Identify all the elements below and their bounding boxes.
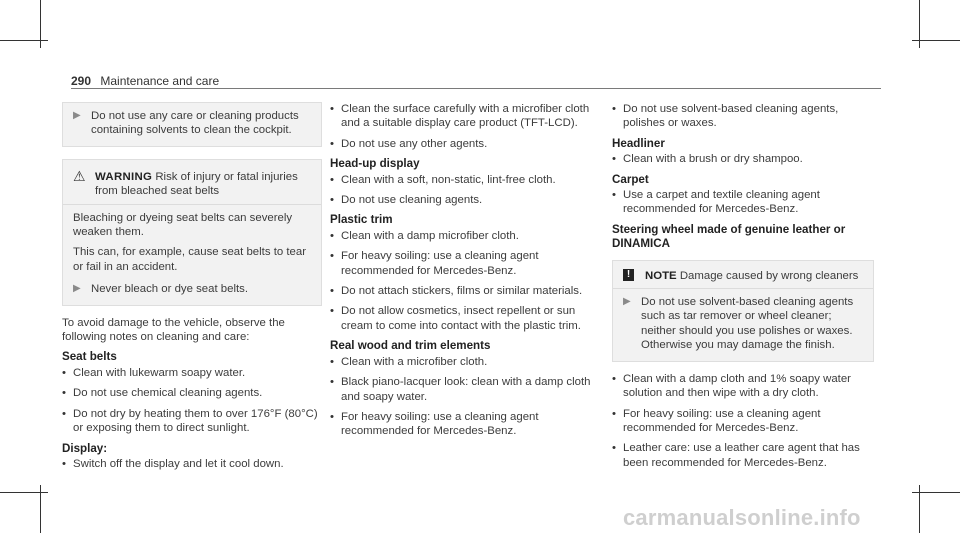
divider xyxy=(63,204,321,205)
list-item: • Black piano-lacquer look: clean with a damp cloth and soapy water. xyxy=(330,375,592,404)
list-item: • Do not allow cosmetics, insect repellent or sun cream to come into contact with the plastic trim. xyxy=(330,304,592,333)
list-item: • Use a carpet and textile cleaning agent recommended for Mercedes-Benz. xyxy=(612,188,874,217)
page-number: 290 xyxy=(71,74,92,88)
list-item: • For heavy soiling: use a cleaning agent recommended for Mercedes-Benz. xyxy=(330,410,592,439)
list-item: • Do not use chemical cleaning agents. xyxy=(62,386,322,400)
section-heading-head-up-display: Head-up display xyxy=(330,157,420,171)
arrow-right-icon: ▶ xyxy=(623,296,631,308)
crop-mark xyxy=(912,492,960,493)
list-item: • Do not use solvent-based cleaning agents, polishes or waxes. xyxy=(612,102,874,131)
list-item: • Do not use any other agents. xyxy=(330,137,592,151)
list-item: • Clean the surface carefully with a microfiber cloth and a suitable display care product (TFT-LCD). xyxy=(330,102,592,131)
instruction-text: Do not use any care or cleaning products containing solvents to clean the cockpit. xyxy=(91,110,299,137)
display-continued-list xyxy=(612,102,874,131)
list-item: • Switch off the display and let it cool down. xyxy=(62,457,322,471)
warning-paragraph: This can, for example, cause seat belts to tear or fail in an accident. xyxy=(73,246,306,273)
headliner-list xyxy=(612,152,874,166)
warning-step xyxy=(73,282,311,296)
crop-mark xyxy=(912,40,960,41)
section-heading-plastic-trim: Plastic trim xyxy=(330,213,393,227)
wood-list xyxy=(330,355,592,439)
section-heading-display: Display: xyxy=(62,441,108,455)
column-3 xyxy=(612,102,874,476)
note-step xyxy=(623,295,863,353)
list-item: • Clean with a brush or dry shampoo. xyxy=(612,152,874,166)
note-title: Damage caused by wrong cleaners xyxy=(679,269,859,282)
display-continued-list xyxy=(330,102,592,151)
watermark: carmanualsonline.info xyxy=(623,505,861,530)
list-item: • Leather care: use a leather care agent that has been recommended for Mercedes-Benz. xyxy=(612,441,874,470)
note-step-text: Do not use solvent-based cleaning agents such as tar remover or wheel cleaner; neither should you use polishes or waxes. Otherwise you may damage the finish. xyxy=(641,296,854,352)
display-list xyxy=(62,457,322,471)
arrow-right-icon: ▶ xyxy=(73,283,81,295)
hud-list xyxy=(330,173,592,208)
section-heading-wood-trim: Real wood and trim elements xyxy=(330,339,491,353)
warning-header xyxy=(73,167,311,199)
list-item: • Do not dry by heating them to over 176°F (80°C) or exposing them to direct sunlight. xyxy=(62,407,322,436)
warning-label: WARNING xyxy=(95,170,153,183)
section-heading-headliner: Headliner xyxy=(612,136,665,150)
arrow-right-icon: ▶ xyxy=(73,110,81,121)
instruction-box xyxy=(62,102,322,147)
note-box xyxy=(612,260,874,362)
section-heading-carpet: Carpet xyxy=(612,172,649,186)
intro-paragraph: To avoid damage to the vehicle, observe the following notes on cleaning and care: xyxy=(62,316,285,344)
crop-mark xyxy=(0,40,48,41)
list-item: • For heavy soiling: use a cleaning agent recommended for Mercedes-Benz. xyxy=(330,249,592,278)
section-title: Maintenance and care xyxy=(100,74,220,88)
page-header xyxy=(71,74,219,88)
column-1 xyxy=(62,102,322,477)
list-item: • Clean with a damp microfiber cloth. xyxy=(330,229,592,243)
list-item: • Do not use cleaning agents. xyxy=(330,193,592,207)
seat-belts-list xyxy=(62,366,322,436)
divider xyxy=(613,288,873,289)
warning-triangle-icon: ⚠ xyxy=(73,167,86,184)
carpet-list xyxy=(612,188,874,217)
list-item: • Do not attach stickers, films or similar materials. xyxy=(330,284,592,298)
list-item: • Clean with lukewarm soapy water. xyxy=(62,366,322,380)
warning-step-text: Never bleach or dye seat belts. xyxy=(91,283,249,296)
note-label: NOTE xyxy=(645,269,677,282)
section-heading-steering-wheel: Steering wheel made of genuine leather or DINAMICA xyxy=(612,222,846,251)
list-item: • Clean with a soft, non-static, lint-free cloth. xyxy=(330,173,592,187)
column-2 xyxy=(330,102,592,445)
warning-box xyxy=(62,159,322,306)
warning-title: Risk of injury or fatal injuries from bleached seat belts xyxy=(95,170,298,198)
steering-wheel-list xyxy=(612,372,874,470)
note-header xyxy=(623,269,863,283)
header-rule xyxy=(71,88,881,89)
crop-mark xyxy=(0,492,48,493)
list-item: • Clean with a damp cloth and 1% soapy water solution and then wipe with a dry cloth. xyxy=(612,372,874,401)
list-item: • Clean with a microfiber cloth. xyxy=(330,355,592,369)
exclamation-icon: ! xyxy=(623,269,634,281)
section-heading-seat-belts: Seat belts xyxy=(62,350,117,364)
warning-paragraph: Bleaching or dyeing seat belts can severely weaken them. xyxy=(73,211,293,239)
instruction-step xyxy=(73,109,311,138)
list-item: • For heavy soiling: use a cleaning agent recommended for Mercedes-Benz. xyxy=(612,407,874,436)
plastic-list xyxy=(330,229,592,333)
